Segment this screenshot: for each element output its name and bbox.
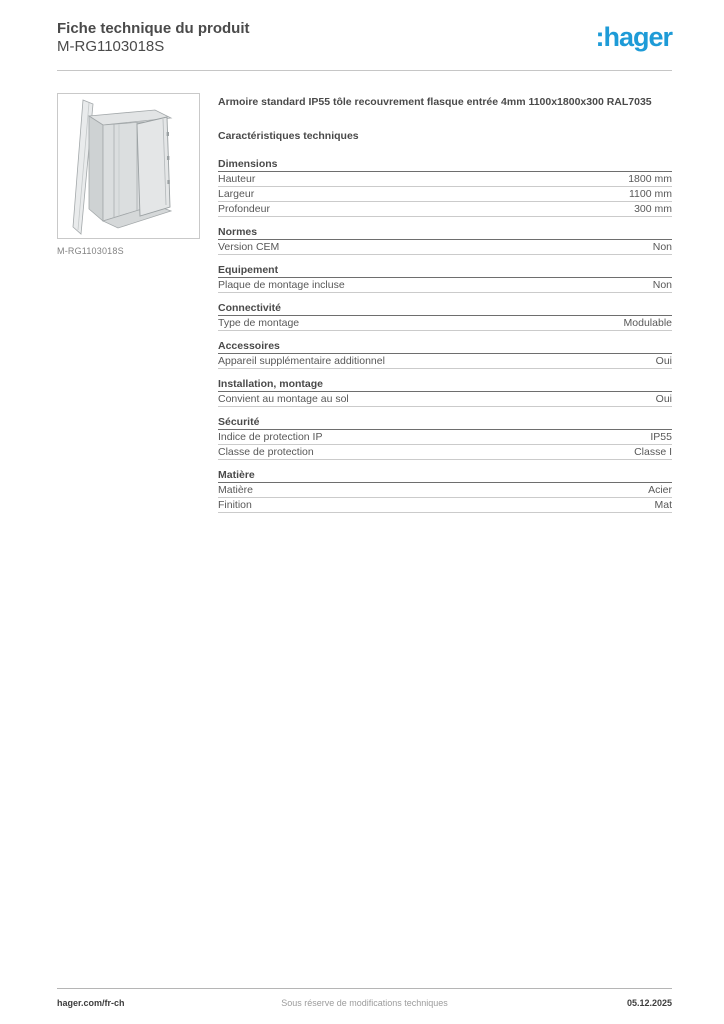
spec-section: [218, 415, 672, 460]
spec-section-title: Matière: [218, 468, 672, 483]
spec-label: Type de montage: [218, 316, 300, 329]
spec-value: Mat: [654, 498, 672, 511]
page-footer: [57, 988, 672, 1008]
footer-divider: [57, 988, 672, 989]
spec-label: Largeur: [218, 187, 255, 200]
product-code: M-RG1103018S: [57, 38, 165, 55]
spec-section: [218, 339, 672, 369]
spec-label: Matière: [218, 483, 254, 496]
spec-value: Non: [652, 278, 672, 291]
spec-section-title: Dimensions: [218, 157, 672, 172]
section-heading: Caractéristiques techniques: [218, 130, 359, 142]
product-image-column: [57, 93, 202, 513]
spec-rows: [218, 316, 672, 331]
spec-label: Hauteur: [218, 172, 256, 185]
spec-row: [218, 392, 672, 407]
spec-row: [218, 278, 672, 293]
spec-value: Non: [652, 240, 672, 253]
specs-column: [218, 93, 672, 513]
spec-section-title: Equipement: [218, 263, 672, 278]
spec-section: [218, 301, 672, 331]
hager-logo: :hager: [595, 22, 672, 52]
spec-value: Oui: [655, 392, 672, 405]
spec-value: Modulable: [623, 316, 672, 329]
spec-value: Classe I: [634, 445, 672, 458]
spec-row: [218, 187, 672, 202]
product-image: [57, 93, 200, 239]
spec-section-title: Sécurité: [218, 415, 672, 430]
header-divider: [57, 70, 672, 71]
spec-row: [218, 498, 672, 513]
spec-rows: [218, 240, 672, 255]
page-title: Fiche technique du produit: [57, 20, 250, 37]
spec-rows: [218, 278, 672, 293]
footer-website: hager.com/fr-ch: [57, 998, 125, 1008]
spec-section-title: Accessoires: [218, 339, 672, 354]
spec-row: [218, 202, 672, 217]
spec-rows: [218, 354, 672, 369]
spec-section: [218, 263, 672, 293]
spec-value: Acier: [648, 483, 672, 496]
footer-date: 05.12.2025: [626, 998, 672, 1008]
spec-rows: [218, 430, 672, 460]
spec-section-title: Normes: [218, 225, 672, 240]
spec-row: [218, 240, 672, 255]
product-description: Armoire standard IP55 tôle recouvrement flasque entrée 4mm 1100x1800x300 RAL7035: [218, 96, 652, 108]
footer-row: [57, 998, 672, 1008]
page-header: [57, 20, 672, 56]
spec-label: Finition: [218, 498, 252, 511]
spec-value: 1100 mm: [629, 187, 672, 200]
content-area: [57, 93, 672, 513]
footer-disclaimer: Sous réserve de modifications techniques: [281, 998, 448, 1008]
armoire-illustration-icon: [58, 94, 199, 238]
spec-value: Oui: [655, 354, 672, 367]
spec-sections: [218, 157, 672, 513]
spec-section: [218, 157, 672, 217]
spec-label: Version CEM: [218, 240, 280, 253]
spec-rows: [218, 392, 672, 407]
spec-label: Profondeur: [218, 202, 270, 215]
spec-section: [218, 225, 672, 255]
spec-section-title: Connectivité: [218, 301, 672, 316]
spec-row: [218, 445, 672, 460]
spec-label: Plaque de montage incluse: [218, 278, 345, 291]
spec-label: Appareil supplémentaire additionnel: [218, 354, 385, 367]
spec-row: [218, 172, 672, 187]
spec-rows: [218, 483, 672, 513]
spec-label: Indice de protection IP: [218, 430, 323, 443]
spec-section: [218, 377, 672, 407]
spec-label: Classe de protection: [218, 445, 314, 458]
spec-value: IP55: [650, 430, 672, 443]
spec-row: [218, 354, 672, 369]
spec-section: [218, 468, 672, 513]
spec-rows: [218, 172, 672, 217]
spec-row: [218, 483, 672, 498]
spec-value: 1800 mm: [628, 172, 672, 185]
spec-row: [218, 430, 672, 445]
spec-section-title: Installation, montage: [218, 377, 672, 392]
spec-row: [218, 316, 672, 331]
product-image-caption: M-RG1103018S: [57, 246, 124, 256]
header-text-block: [57, 20, 250, 56]
spec-value: 300 mm: [634, 202, 672, 215]
spec-label: Convient au montage au sol: [218, 392, 349, 405]
